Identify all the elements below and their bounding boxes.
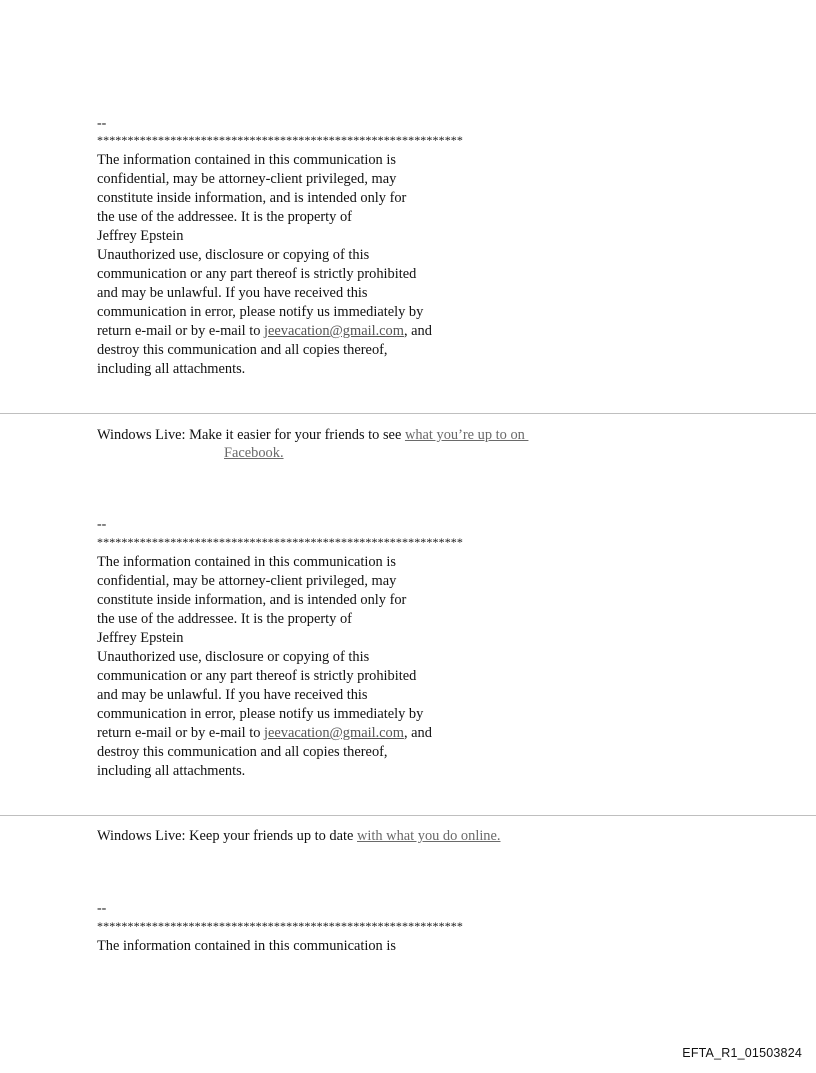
disclaimer-line: The information contained in this communication is xyxy=(97,554,396,570)
disclaimer-line: confidential, may be attorney-client privileged, may xyxy=(97,573,397,589)
promo-link-continued[interactable]: Facebook. xyxy=(224,445,284,461)
disclaimer-line: and may be unlawful. If you have received this xyxy=(97,285,368,301)
windows-live-promo-continued xyxy=(224,444,284,463)
disclaimer-line: Jeffrey Epstein xyxy=(97,228,184,244)
document-id-stamp: EFTA_R1_01503824 xyxy=(682,1046,802,1060)
signature-separator: -- xyxy=(97,517,107,532)
disclaimer-line: communication or any part thereof is strictly prohibited xyxy=(97,668,417,684)
promo-text: Windows Live: Make it easier for your friends to see xyxy=(97,427,405,443)
disclaimer-line: the use of the addressee. It is the property of xyxy=(97,209,352,225)
return-prefix: return e-mail or by e-mail to xyxy=(97,323,265,339)
promo-text: Windows Live: Keep your friends up to date xyxy=(97,828,357,844)
asterisk-divider: ************************************************************ xyxy=(97,919,463,933)
asterisk-divider: ************************************************************ xyxy=(97,133,463,147)
promo-link[interactable]: what you’re up to on xyxy=(404,427,529,443)
disclaimer-line: and may be unlawful. If you have received this xyxy=(97,687,368,703)
disclaimer-line: communication in error, please notify us immediately by xyxy=(97,304,424,320)
windows-live-promo xyxy=(97,827,501,846)
asterisk-divider: ************************************************************ xyxy=(97,535,463,549)
disclaimer-line: constitute inside information, and is intended only for xyxy=(97,190,407,206)
disclaimer-line: the use of the addressee. It is the property of xyxy=(97,611,352,627)
disclaimer-return-line xyxy=(97,322,432,341)
email-link[interactable]: jeevacation@gmail.com xyxy=(264,323,404,339)
disclaimer-line: destroy this communication and all copies thereof, xyxy=(97,744,388,760)
disclaimer-line: The information contained in this communication is xyxy=(97,938,396,954)
return-suffix: , and xyxy=(403,725,432,741)
disclaimer-line: communication or any part thereof is strictly prohibited xyxy=(97,266,417,282)
signature-separator: -- xyxy=(97,901,107,916)
return-suffix: , and xyxy=(403,323,432,339)
horizontal-rule xyxy=(0,815,816,816)
disclaimer-line: Jeffrey Epstein xyxy=(97,630,184,646)
disclaimer-line: The information contained in this communication is xyxy=(97,152,396,168)
disclaimer-line: confidential, may be attorney-client privileged, may xyxy=(97,171,397,187)
windows-live-promo xyxy=(97,426,528,445)
disclaimer-line: constitute inside information, and is intended only for xyxy=(97,592,407,608)
disclaimer-return-line xyxy=(97,724,432,743)
disclaimer-line: including all attachments. xyxy=(97,763,246,779)
signature-separator: -- xyxy=(97,116,107,131)
return-prefix: return e-mail or by e-mail to xyxy=(97,725,265,741)
disclaimer-line: including all attachments. xyxy=(97,361,246,377)
disclaimer-line: destroy this communication and all copies thereof, xyxy=(97,342,388,358)
disclaimer-line: Unauthorized use, disclosure or copying of this xyxy=(97,649,370,665)
email-link[interactable]: jeevacation@gmail.com xyxy=(264,725,404,741)
promo-link[interactable]: with what you do online. xyxy=(357,828,501,844)
horizontal-rule xyxy=(0,413,816,414)
disclaimer-line: Unauthorized use, disclosure or copying of this xyxy=(97,247,370,263)
disclaimer-line: communication in error, please notify us immediately by xyxy=(97,706,424,722)
